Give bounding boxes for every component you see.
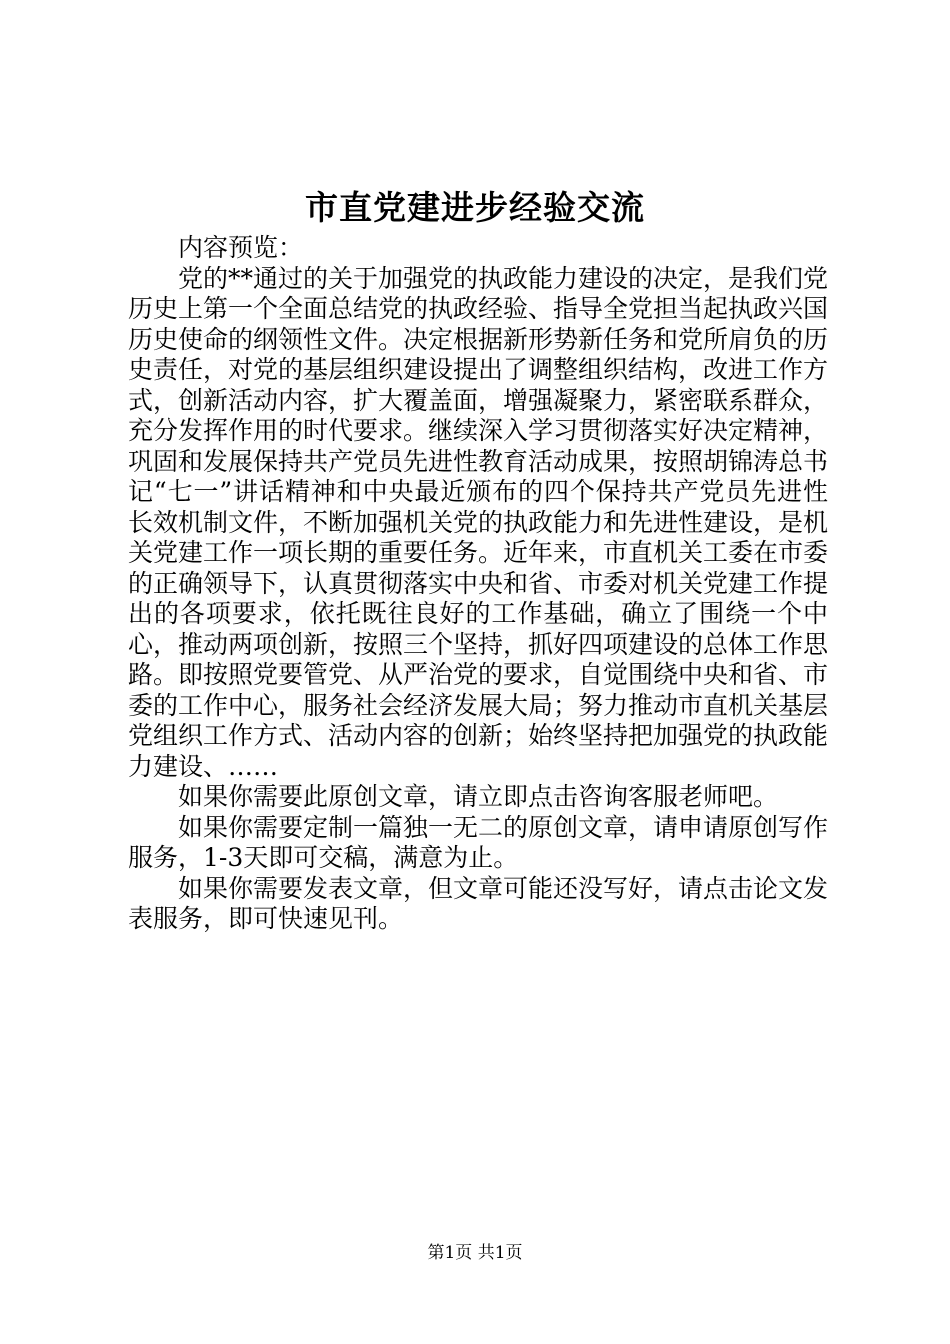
document-body [128, 233, 828, 935]
document-title: 市直党建进步经验交流 [305, 188, 645, 227]
custom-writing-paragraph: 如果你需要定制一篇独一无二的原创文章，请申请原创写作服务，1-3天即可交稿，满意为止。 [128, 812, 829, 872]
consult-paragraph: 如果你需要此原创文章，请立即点击咨询客服老师吧。 [178, 782, 779, 811]
body-paragraph: 党的**通过的关于加强党的执政能力建设的决定，是我们党历史上第一个全面总结党的执政经验、指导全党担当起执政兴国历史使命的纲领性文件。决定根据新形势新任务和党所肩负的历史责任，对党的基层组织建设提出了调整组织结构，改进工作方式，创新活动内容，扩大覆盖面，增强凝聚力，紧密联系群众，充分发挥作用的时代要求。继续深入学习贯彻落实好决定精神，巩固和发展保持共产党员先进性教育活动成果，按照胡锦涛总书记“七一”讲话精神和中央最近颁布的四个保持共产党员先进性长效机制文件，不断加强机关党的执政能力和先进性建设，是机关党建工作一项长期的重要任务。近年来，市直机关工委在市委的正确领导下，认真贯彻落实中央和省、市委对机关党建工作提出的各项要求，依托既往良好的工作基础，确立了围绕一个中心，推动两项创新，按照三个坚持，抓好四项建设的总体工作思路。即按照党要管党、从严治党的要求，自觉围绕中央和省、市委的工作中心，服务社会经济发展大局；努力推动市直机关基层党组织工作方式、活动内容的创新；始终坚持把加强党的执政能力建设、…… [128, 263, 829, 781]
publishing-paragraph: 如果你需要发表文章，但文章可能还没写好，请点击论文发表服务，即可快速见刊。 [128, 873, 829, 933]
preview-label: 内容预览： [178, 233, 304, 262]
page-number-footer: 第1页 共1页 [427, 1243, 523, 1263]
